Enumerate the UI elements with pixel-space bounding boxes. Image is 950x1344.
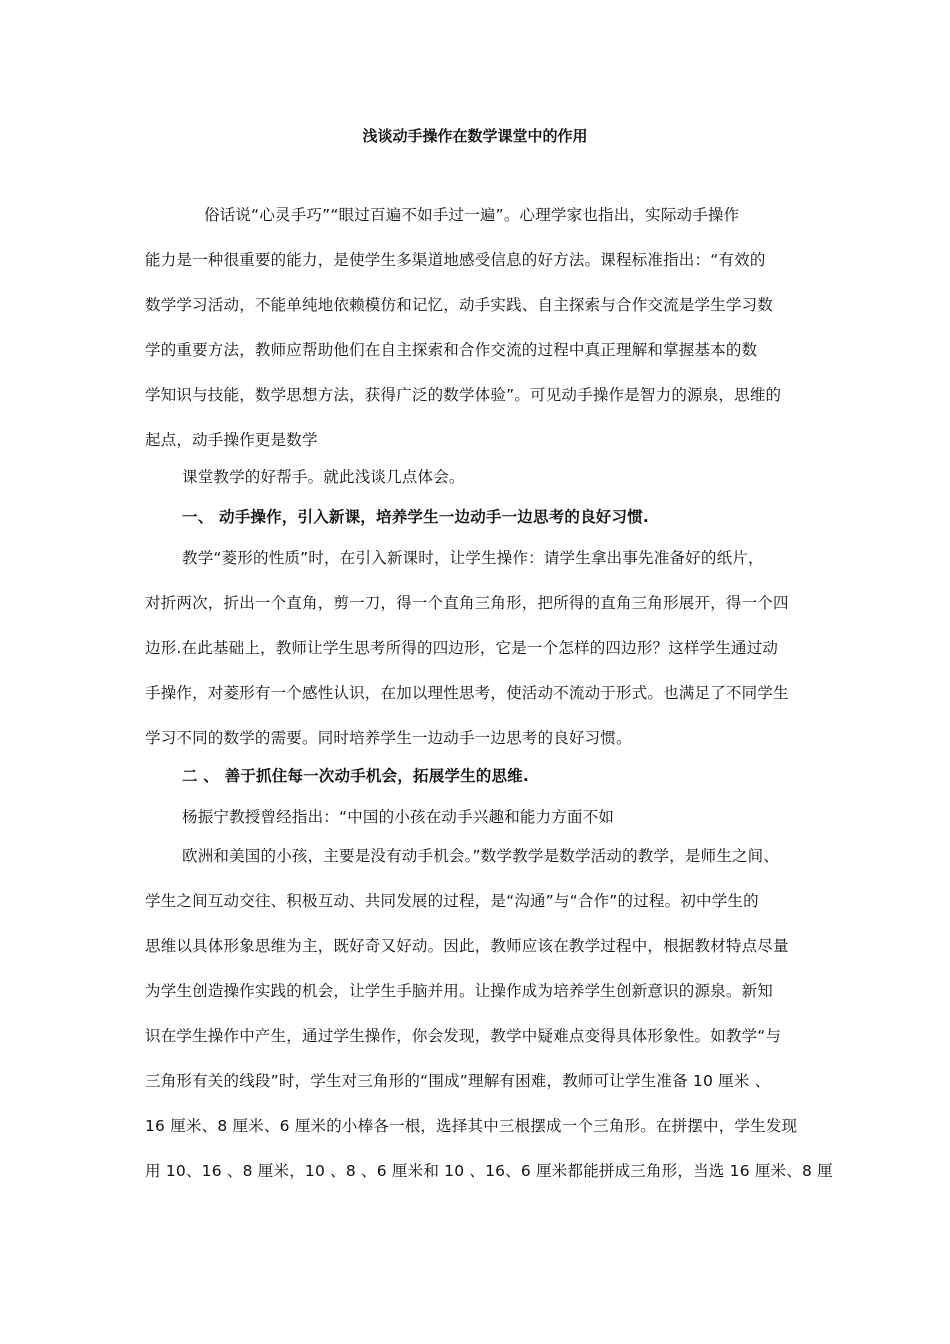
paragraph-line: 为学生创造操作实践的机会，让学生手脑并用。让操作成为培养学生创新意识的源泉。新知 bbox=[145, 982, 774, 1000]
paragraph-line: 学习不同的数学的需要。同时培养学生一边动手一边思考的良好习惯。 bbox=[145, 729, 632, 747]
paragraph-line: 手操作，对菱形有一个感性认识，在加以理性思考，使活动不流动于形式。也满足了不同学生 bbox=[145, 684, 789, 702]
paragraph-line: 用 10、16 、8 厘米，10 、8 、6 厘米和 10 、16、6 厘米都能拼成三角形，当选 16 厘米、8 厘 bbox=[145, 1162, 833, 1180]
section-heading-2: 二 、 善于抓住每一次动手机会，拓展学生的思维. bbox=[182, 767, 529, 785]
paragraph-line: 杨振宁教授曾经指出：“中国的小孩在动手兴趣和能力方面不如 bbox=[182, 808, 615, 826]
section-heading-1: 一、 动手操作，引入新课，培养学生一边动手一边思考的良好习惯. bbox=[182, 508, 649, 526]
paragraph-line: 学的重要方法，教师应帮助他们在自主探索和合作交流的过程中真正理解和掌握基本的数 bbox=[145, 341, 758, 359]
paragraph-line: 学知识与技能，数学思想方法，获得广泛的数学体验”。可见动手操作是智力的源泉，思维的 bbox=[145, 386, 782, 404]
paragraph-line: 能力是一种很重要的能力，是使学生多渠道地感受信息的好方法。课程标准指出：“有效的 bbox=[145, 251, 766, 269]
paragraph-line: 欧洲和美国的小孩，主要是没有动手机会。”数学教学是数学活动的教学，是师生之间、 bbox=[182, 847, 780, 865]
document-title: 浅谈动手操作在数学课堂中的作用 bbox=[362, 127, 588, 145]
paragraph-line: 学生之间互动交往、积极互动、共同发展的过程，是“沟通”与“合作”的过程。初中学生的 bbox=[145, 892, 759, 910]
paragraph-line: 课堂教学的好帮手。就此浅谈几点体会。 bbox=[182, 468, 465, 486]
paragraph-line: 识在学生操作中产生，通过学生操作，你会发现，教学中疑难点变得具体形象性。如教学“与 bbox=[145, 1027, 782, 1045]
paragraph-line: 教学“菱形的性质”时，在引入新课时，让学生操作：请学生拿出事先准备好的纸片， bbox=[182, 549, 764, 567]
paragraph-line: 16 厘米、8 厘米、6 厘米的小棒各一根，选择其中三根摆成一个三角形。在拼摆中，学生发现 bbox=[145, 1117, 798, 1135]
paragraph-line: 三角形有关的线段”时，学生对三角形的“围成”理解有困难，教师可让学生准备 10 厘米 、 bbox=[145, 1072, 771, 1090]
paragraph-line: 起点，动手操作更是数学 bbox=[145, 431, 318, 449]
paragraph-line: 思维以具体形象思维为主，既好奇又好动。因此，教师应该在教学过程中，根据教材特点尽量 bbox=[145, 937, 789, 955]
paragraph-line: 数学学习活动，不能单纯地依赖模仿和记忆，动手实践、自主探索与合作交流是学生学习数 bbox=[145, 296, 774, 314]
paragraph-line: 边形.在此基础上，教师让学生思考所得的四边形，它是一个怎样的四边形？这样学生通过动 bbox=[145, 639, 779, 657]
paragraph-line: 对折两次，折出一个直角，剪一刀，得一个直角三角形，把所得的直角三角形展开，得一个四 bbox=[145, 594, 789, 612]
paragraph-line: 俗话说“心灵手巧”“眼过百遍不如手过一遍”。心理学家也指出，实际动手操作 bbox=[204, 206, 740, 224]
